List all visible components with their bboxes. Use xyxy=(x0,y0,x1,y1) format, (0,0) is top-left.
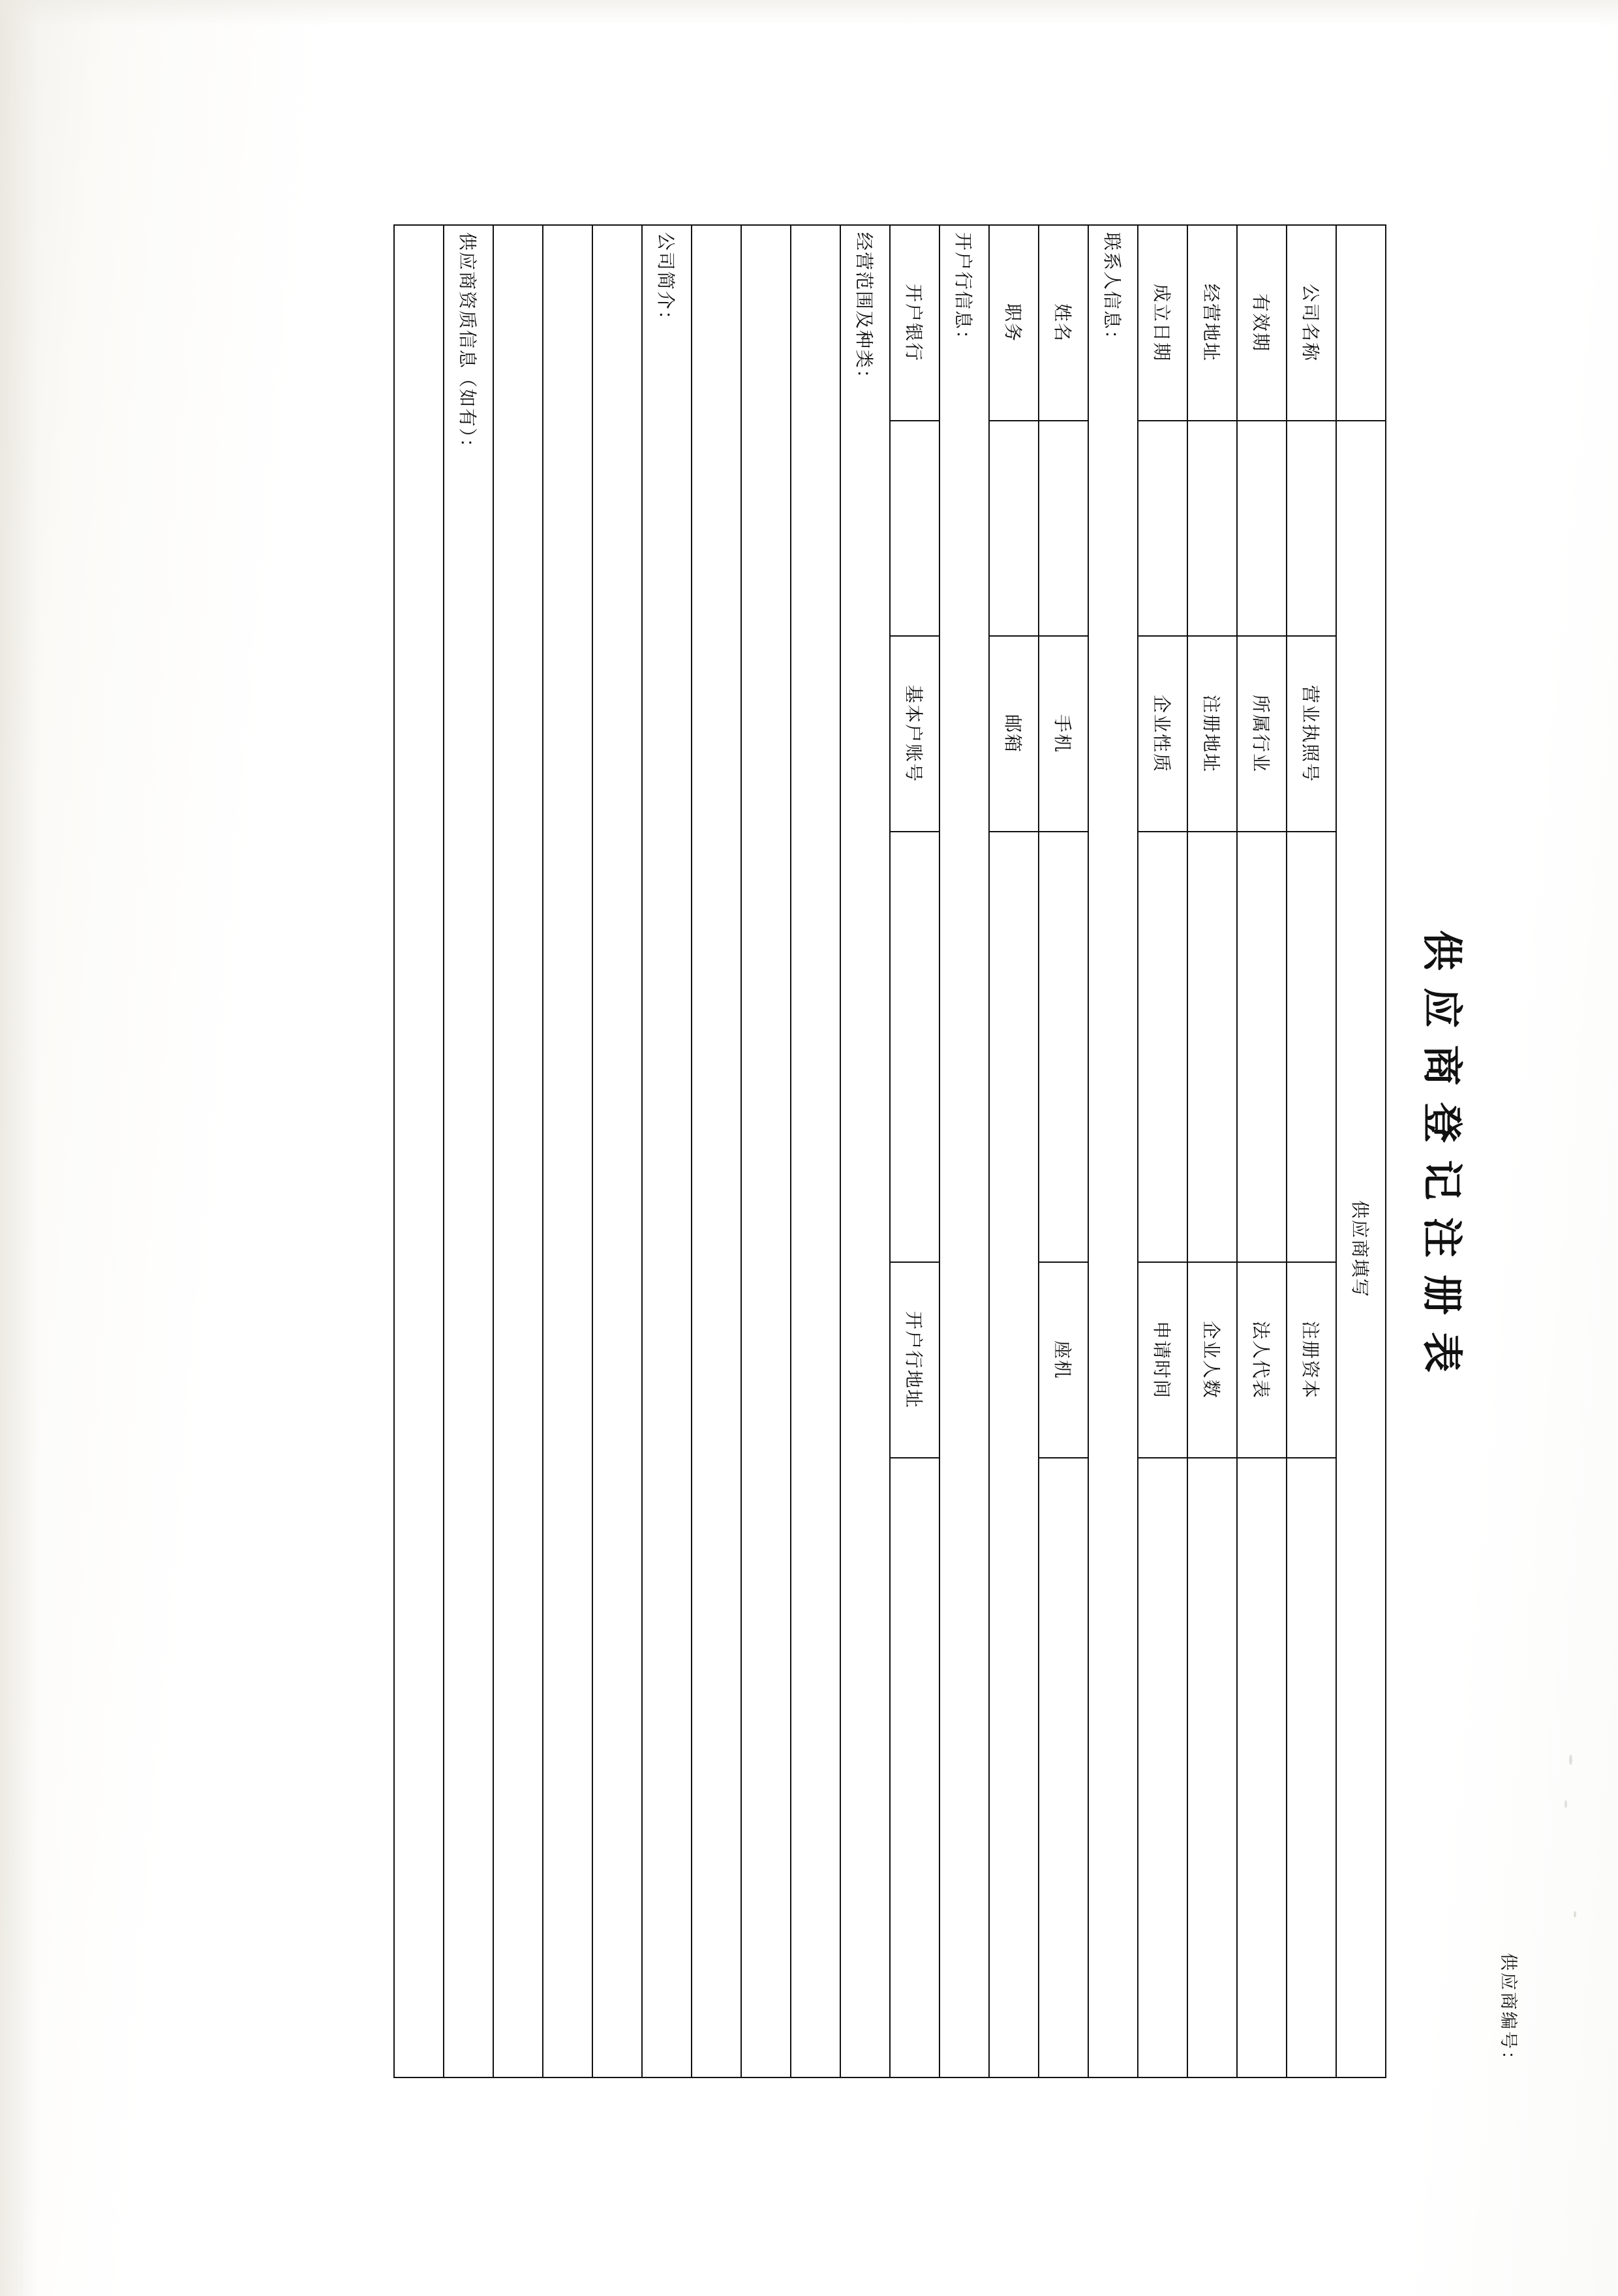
table-row-contact-position xyxy=(989,225,1039,2077)
label-registered-capital: 注册资本 xyxy=(1287,1262,1336,1458)
value-apply-time[interactable] xyxy=(1138,1458,1187,2077)
label-employee-count: 企业人数 xyxy=(1187,1262,1237,1458)
supplier-registration-table xyxy=(393,224,1386,2078)
form-document xyxy=(144,170,1518,2133)
table-row-valid-period xyxy=(1237,225,1287,2077)
value-landline[interactable] xyxy=(1039,1458,1088,2077)
value-qualification-line-1[interactable] xyxy=(394,225,444,2077)
value-company-profile-line-3[interactable] xyxy=(493,225,543,2077)
scan-speck xyxy=(1574,1911,1576,1918)
scan-edge-shadow-top xyxy=(0,0,1618,26)
label-mobile: 手机 xyxy=(1039,636,1088,832)
label-qualification-info: 供应商资质信息（如有）： xyxy=(444,225,493,2077)
label-bank-address: 开户行地址 xyxy=(890,1262,939,1458)
label-apply-time: 申请时间 xyxy=(1138,1262,1187,1458)
table-row-contact-section xyxy=(1088,225,1138,2077)
label-company-profile: 公司简介： xyxy=(642,225,692,2077)
fill-header-label: 供应商填写 xyxy=(1336,421,1386,2077)
value-business-scope-line-3[interactable] xyxy=(692,225,741,2077)
table-row-qualification-line1 xyxy=(394,225,444,2077)
value-license-no[interactable] xyxy=(1287,832,1336,1262)
label-landline: 座机 xyxy=(1039,1262,1088,1458)
label-email: 邮箱 xyxy=(989,636,1039,832)
value-email[interactable] xyxy=(989,832,1039,2077)
table-row-bank xyxy=(890,225,939,2077)
table-row-company-name xyxy=(1287,225,1336,2077)
label-contact-name: 姓名 xyxy=(1039,225,1088,421)
value-business-scope-line-1[interactable] xyxy=(791,225,840,2077)
value-enterprise-nature[interactable] xyxy=(1138,832,1187,1262)
cell-empty-corner xyxy=(1336,225,1386,421)
value-establish-date[interactable] xyxy=(1138,421,1187,636)
value-bank-address[interactable] xyxy=(890,1458,939,2077)
value-registered-address[interactable] xyxy=(1187,832,1237,1262)
table-row-addresses xyxy=(1187,225,1237,2077)
label-business-scope: 经营范围及种类： xyxy=(840,225,890,2077)
label-establish-date: 成立日期 xyxy=(1138,225,1187,421)
value-industry[interactable] xyxy=(1237,832,1287,1262)
table-row-profile-line2 xyxy=(543,225,592,2077)
table-row-qualification-label xyxy=(444,225,493,2077)
page-title: 供应商登记注册表 xyxy=(1418,929,1466,1389)
table-row-scope-label xyxy=(840,225,890,2077)
value-basic-account[interactable] xyxy=(890,832,939,1262)
table-row-scope-line3 xyxy=(692,225,741,2077)
scan-speck xyxy=(1569,1755,1572,1765)
label-valid-period: 有效期 xyxy=(1237,225,1287,421)
value-contact-name[interactable] xyxy=(1039,421,1088,636)
table-row-establish xyxy=(1138,225,1187,2077)
table-row-profile-label xyxy=(642,225,692,2077)
label-business-address: 经营地址 xyxy=(1187,225,1237,421)
table-row-bank-section xyxy=(939,225,989,2077)
table-row-profile-line1 xyxy=(592,225,642,2077)
value-position[interactable] xyxy=(989,421,1039,636)
value-valid-period[interactable] xyxy=(1237,421,1287,636)
label-position: 职务 xyxy=(989,225,1039,421)
label-enterprise-nature: 企业性质 xyxy=(1138,636,1187,832)
scan-edge-shadow-left xyxy=(0,0,39,2296)
table-row-scope-line1 xyxy=(791,225,840,2077)
section-bank-info: 开户行信息： xyxy=(939,225,989,2077)
section-contact-info: 联系人信息： xyxy=(1088,225,1138,2077)
label-company-name: 公司名称 xyxy=(1287,225,1336,421)
rotated-document-body xyxy=(59,72,1559,2224)
value-legal-rep[interactable] xyxy=(1237,1458,1287,2077)
value-mobile[interactable] xyxy=(1039,832,1088,1262)
label-industry: 所属行业 xyxy=(1237,636,1287,832)
table-row-contact-name xyxy=(1039,225,1088,2077)
label-bank-name: 开户银行 xyxy=(890,225,939,421)
value-bank-name[interactable] xyxy=(890,421,939,636)
label-license-no: 营业执照号 xyxy=(1287,636,1336,832)
table-row-profile-line3 xyxy=(493,225,543,2077)
value-registered-capital[interactable] xyxy=(1287,1458,1336,2077)
scan-speck xyxy=(1565,1800,1567,1808)
value-company-profile-line-2[interactable] xyxy=(543,225,592,2077)
label-registered-address: 注册地址 xyxy=(1187,636,1237,832)
label-legal-rep: 法人代表 xyxy=(1237,1262,1287,1458)
supplier-number-label: 供应商编号： xyxy=(1498,1953,1518,2070)
table-row-scope-line2 xyxy=(741,225,791,2077)
value-employee-count[interactable] xyxy=(1187,1458,1237,2077)
label-basic-account: 基本户账号 xyxy=(890,636,939,832)
value-business-scope-line-2[interactable] xyxy=(741,225,791,2077)
value-company-profile-line-1[interactable] xyxy=(592,225,642,2077)
table-row-fill-header xyxy=(1336,225,1386,2077)
value-business-address[interactable] xyxy=(1187,421,1237,636)
value-company-name[interactable] xyxy=(1287,421,1336,636)
